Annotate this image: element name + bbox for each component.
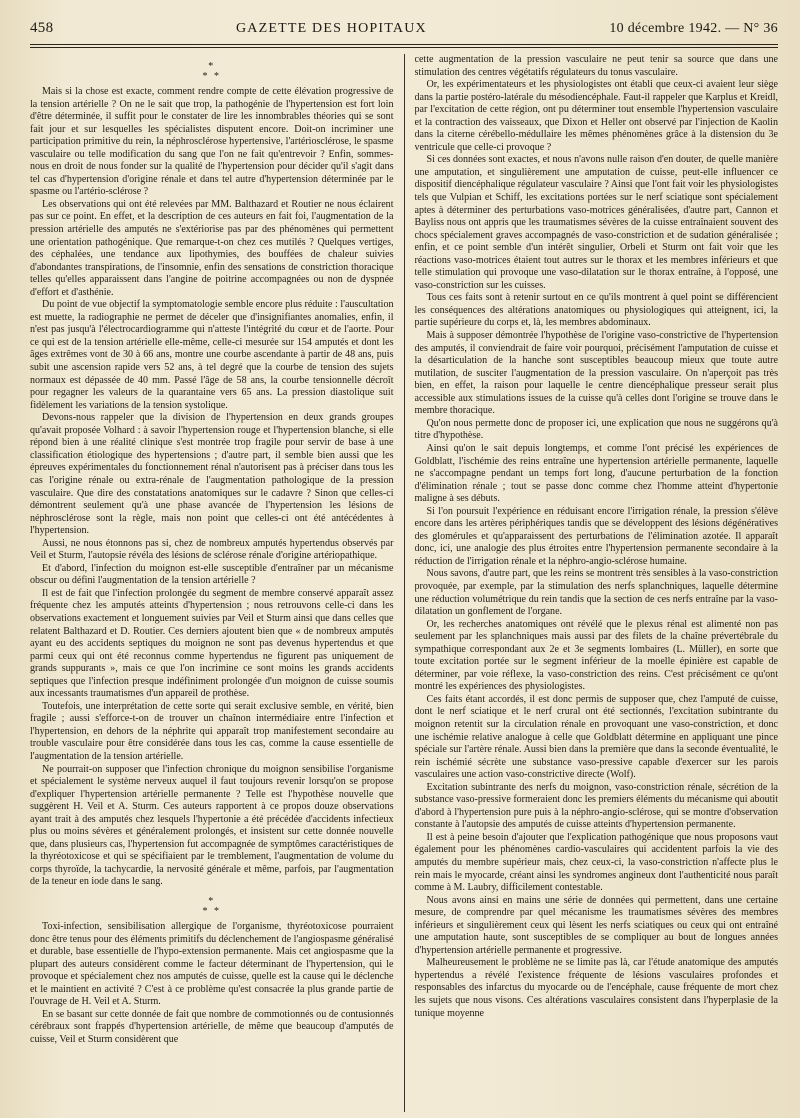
paragraph: Ainsi qu'on le sait depuis longtemps, et comme l'ont précisé les expériences de Goldblatt, l'ischémie des reins entraîne une hypertension artérielle permanente, laquelle ne s'accompagne pendant un temps fort long, d'aucune perturbation de la fonction d'élimination rénale ; tout se passe donc comme chez l'homme atteint d'hypertonie maligne à ses débuts.	[414, 442, 778, 505]
right-column	[415, 54, 779, 1112]
page-header	[30, 20, 778, 42]
paragraph: Excitation subintrante des nerfs du moignon, vaso-constriction rénale, sécrétion de la substance vaso-pressive formeraient donc les premiers éléments du mécanisme qui aboutit d'abord à l'hypertension pure puis à la néphro-angio-sclérose, qui se montre d'observation constante à l'autopsie des amputés de cuisse atteints d'hypertension permanente.	[414, 781, 778, 831]
paragraph: Qu'on nous permette donc de proposer ici, une explication que nous ne suggérons qu'à titre d'hypothèse.	[414, 417, 778, 442]
paragraph: Si l'on poursuit l'expérience en réduisant encore l'irrigation rénale, la pression s'élève encore dans les artères périphériques tandis que se développent des lésions dégénératives des glomérules et qu'apparaissent des perturbations de l'élimination azotée. Il apparaît donc, ici, une analogie des plus étroites entre l'hypertension permanente secondaire à la réduction de l'irrigation rénale et la néphro-angio-sclérose humaine.	[414, 505, 778, 567]
page-number: 458	[30, 20, 54, 36]
section-separator: * * *	[202, 896, 221, 917]
paragraph: Nous savons, d'autre part, que les reins se montrent très sensibles à la vaso-constriction provoquée, par exemple, par la stimulation des nerfs splanchniques, laquelle détermine une réduction volumétrique du rein tandis que la section de ces nerfs entraîne par la vaso-dilatation un gonflement de l'organe.	[414, 568, 778, 618]
paragraph: Les observations qui ont été relevées par MM. Balthazard et Routier ne nous éclairent pas sur ce point. En effet, et la description de ces auteurs en fait foi, l'augmentation de la pression artérielle des amputés ne s'extériorise pas par des phénomènes qui permettent une orientation pathogénique. Que remarque-t-on chez ces mutilés ? Quelques vertiges, des céphalées, une tendance aux lipothymies, des bouffées de chaleur suivies d'abondantes transpirations, de l'insomnie, enfin des sensations de constriction thoracique telles qu'elles apparaissent dans l'angine de poitrine accompagnées ou non de dyspnée d'effort et d'asthénie.	[30, 198, 394, 298]
paragraph: Et d'abord, l'infection du moignon est-elle susceptible d'entraîner par un mécanisme obscur ou défini l'augmentation de la tension artérielle ?	[30, 562, 394, 587]
paragraph: Toutefois, une interprétation de cette sorte qui serait exclusive semble, en vérité, bien fragile ; aussi s'efforce-t-on de trouver un chaînon intermédiaire entre l'infection et l'hypertension, en dehors de la néphrite qui apparaît trop manifestement secondaire au trouble vasculaire pour être considérée dans tous les cas, comme la cause essentielle de l'augmentation de la tension artérielle.	[30, 700, 394, 762]
paragraph: Mais à supposer démontrée l'hypothèse de l'origine vaso-constrictive de l'hypertension des amputés, il conviendrait de faire voir pourquoi, précisément l'amputation de cuisse et la désarticulation de la hanche sont susceptibles beaucoup mieux que toute autre mutilation, de susciter l'augmentation de la pression vasculaire. On n'aperçoit pas très bien, en effet, la raison pour laquelle le centre diencéphalique presseur serait plus accessible aux stimulations issues de la cuisse qu'à celles dont l'origine se trouve dans le membre thoracique.	[414, 330, 778, 417]
paragraph: Il est de fait que l'infection prolongée du segment de membre conservé apparaît assez fréquente chez les amputés atteints d'hypertension ; nous retrouvons celle-ci dans les observations exactement et longuement suivies par Veil et Sturm ainsi que dans celles que relatent Balthazard et D. Routier. Ces derniers ajoutent bien que « de nombreux amputés ayant eu des accidents septiques du moignon ne sont pas devenus hypertendus et que parmi ceux qui ont été reconnus comme hypertendus ne figurent pas uniquement de grands suppurants », mais ce que l'on incrimine ce sont moins les grands accidents septiques que l'infection presque indéfiniment prolongée d'un moignon de cuisse soumis aux incessants traumatismes d'un appareil de prothèse.	[30, 587, 394, 700]
paragraph: Malheureusement le problème ne se limite pas là, car l'étude anatomique des amputés hypertendus a révélé l'existence fréquente de lésions vasculaires profondes et responsables des infarctus du myocarde ou de l'encéphale, cause fréquente de mort chez les sujets que nous visons. Ces altérations vasculaires consistent dans l'hyperplasie de la tunique moyenne	[414, 957, 778, 1019]
paragraph: Du point de vue objectif la symptomatologie semble encore plus réduite : l'auscultation est muette, la radiographie ne permet de déceler que d'insignifiantes anomalies, enfin, il n'est pas jusqu'à l'électrocardiogramme qui n'atteste l'intégrité du cœur et de l'aorte. Pour ce qui est de la tension artérielle elle-même, celle-ci mesurée sur 154 amputés et dont les âges extrêmes vont de 30 à 66 ans, montre une courbe ascendante à partir de 48 ans, puis subit une ascension rapide vers 52 ans, à tel degré que la courbe de tension des sujets normaux est dépassée de 40 mm. Passé l'âge de 58 ans, la courbe tensionnelle décroît pour regagner les valeurs de la quarantaine vers 65 ans. La pression diastolique suit fidèlement les variations de la tension systolique.	[30, 299, 394, 411]
article-columns	[30, 54, 778, 1112]
paragraph: Toxi-infection, sensibilisation allergique de l'organisme, thyréotoxicose pourraient donc être tenus pour des éléments primitifs du déclenchement de l'angiospasme généralisé et durable, base essentielle de l'hypo-extension permanente. Mais cet angiospasme que la plupart des auteurs considèrent comme le facteur déterminant de l'hypertension, qui le provoque et spécialement chez nos amputés de cuisse, quelle est la cause qui le déclenche et le maintient en activité ? C'est à ce problème qu'est consacrée la plus grande partie de l'ouvrage de H. Veil et A. Sturm.	[30, 921, 394, 1008]
left-column	[30, 54, 394, 1112]
column-divider	[404, 54, 405, 1112]
section-separator: * * *	[202, 61, 221, 82]
paragraph: Nous avons ainsi en mains une série de données qui permettent, dans une certaine mesure, de comprendre par quel mécanisme les traumatismes sévères des membres inférieurs et singulièrement ceux qui lèsent les nerfs sciatiques ou ceux qui ont entraîné une amputation haute, sont susceptibles de se compliquer au bout de longues années d'hypertension artérielle permanente et progressive.	[414, 894, 778, 956]
paragraph: En se basant sur cette donnée de fait que nombre de commotionnés ou de contusionnés cérébraux sont frappés d'hypertension artérielle, de même que beaucoup d'amputés de cuisse, Veil et Sturm considèrent que	[30, 1008, 394, 1045]
paragraph: Devons-nous rappeler que la division de l'hypertension en deux grands groupes qu'avait proposée Volhard : à savoir l'hypertension rouge et l'hypertension blanche, si elle répond bien à une réalité clinique s'est montrée trop fragile pour servir de base à une classification étiologique des hypertensions ; d'autre part, il semble bien aussi que les épreuves expérimentales du fonctionnement rénal n'autorisent pas à préciser dans tous les cas l'origine rénale ou extra-rénale de l'augmentation pathologique de la pression vasculaire. Que dire des constatations anatomiques sur le cadavre ? Sinon que celles-ci démontrent seulement qu'à une phase avancée de l'hypertension les lésions de néphrosclérose sont la règle, mais non point que celles-ci ont été antécédentes à l'hypertension.	[30, 412, 394, 537]
paragraph: cette augmentation de la pression vasculaire ne peut tenir sa source que dans une stimulation des centres végétatifs régulateurs du tonus vasculaire.	[414, 54, 778, 78]
header-rule-thin	[30, 47, 778, 48]
issue-date: 10 décembre 1942. — N° 36	[609, 21, 778, 36]
paragraph: Or, les expérimentateurs et les physiologistes ont établi que ceux-ci avaient leur siège dans la partie postéro-latérale du mésodiencéphale. Faut-il rappeler que Karplus et Kreidl, par l'excitation de cette région, ont pu déterminer tout ensemble l'hypertension vasculaire et la contraction des vaisseaux, que Dixon et Heller ont observé par l'injection de Kaolin dans la citerne cérébello-médullaire les mêmes phénomènes grâce à la distension du 3e ventricule que celle-ci provoque ?	[414, 79, 778, 153]
journal-title: GAZETTE DES HOPITAUX	[235, 21, 427, 36]
paragraph: Si ces données sont exactes, et nous n'avons nulle raison d'en douter, de quelle manière une amputation, et singulièrement une amputation de cuisse, peut-elle influencer ce dispositif diencéphalique régulateur vasculaire ? Ainsi que l'ont fait voir les physiologistes tels que Vulpian et Schiff, les excitations portées sur le nerf sciatique sont spécialement aptes à déterminer des perturbations vaso-motrices généralisées, d'autre part, Cannon et Bayliss nous ont appris que les traumatismes sévères de la cuisse entraînaient souvent des chocs spécialement graves accompagnés de vaso-constriction et de sudation généralisée ; enfin, et ce point semble d'un intérêt singulier, Orbeli et Sturm ont fait voir que les réactions vaso-motrices étaient tout autres sur le thorax et les membres inférieurs et que telle stimulation qui provoque une vaso-dilatation sur le thorax entraîne, à l'opposé, une vaso-constriction sur les cuisses.	[414, 154, 778, 291]
header-rule	[30, 44, 778, 45]
paragraph: Il est à peine besoin d'ajouter que l'explication pathogénique que nous proposons vaut également pour les phénomènes cardio-vasculaires qui accidentent parfois la vie des amputés du membre supérieur mais, chez ceux-ci, la vaso-constriction n'affecte plus le rein mais le myocarde, créant ainsi les syndromes angineux dont l'authenticité nous paraît comme à M. Laubry, difficilement contestable.	[414, 831, 778, 894]
paragraph: Tous ces faits sont à retenir surtout en ce qu'ils montrent à quel point se différencient les conséquences des altérations anatomiques ou physiologiques qui atteignent, ici, la partie supérieure du corps et, là, les membres abdominaux.	[414, 292, 778, 329]
paragraph: Mais si la chose est exacte, comment rendre compte de cette élévation progressive de la tension artérielle ? On ne le sait que trop, la pathogénie de l'hypertension est fort loin d'être déterminée, il suffit pour le constater de lire les innombrables théories qui se sont fait jour et sur lesquelles les spécialistes disputent encore. Doit-on incriminer une participation primitive du rein, la néphrosclérose hypertensive, l'artériosclérose, le spasme vasculaire ou telle modification du sang que l'on ne fait qu'entrevoir ? Enfin, sommes-nous en droit de nous fonder sur la qualité de l'hypertension pour décider qu'il s'agit dans tel cas d'hypertension d'origine rénale et dans tel autre d'hypertension déterminée par le spasme ou l'artério-sclérose ?	[30, 86, 394, 198]
paragraph: Or, les recherches anatomiques ont révélé que le plexus rénal est alimenté non pas seulement par les splanchniques mais aussi par des filets de la chaîne prévertébrale du sympathique correspondant aux 2e et 3e segments lombaires (L. Müller), en sorte que toute excitation portée sur le segment inférieur de la moelle épinière est capable de déterminer, par voie réflexe, la vaso-constriction des reins. C'est précisément ce qu'ont montré les expériences des physiologistes.	[414, 618, 778, 693]
paragraph: Aussi, ne nous étonnons pas si, chez de nombreux amputés hypertendus observés par Veil et Sturm, l'autopsie révéla des lésions de sclérose rénale d'origine artériopathique.	[30, 537, 394, 562]
paragraph: Ces faits étant accordés, il est donc permis de supposer que, chez l'amputé de cuisse, dont le nerf sciatique et le nerf crural ont été sectionnés, l'excitation subintrante du moignon retentit sur la circulation rénale en provoquant une vaso-constriction, et donc une ischémie relative analogue à celle que Goldblatt détermine en appliquant une pince spéciale sur l'artère rénale. Aussi bien dans la première que dans la seconde éventualité, le rein ischémié sécrète une substance vaso-pressive capable d'exercer sur les parois vasculaires une action vaso-constrictive directe (Wolf).	[414, 693, 778, 781]
paragraph: Ne pourrait-on supposer que l'infection chronique du moignon sensibilise l'organisme et spécialement le système nerveux auquel il faut toujours revenir lorsqu'on se propose d'expliquer l'hypertension artérielle permanente ? Telle est l'hypothèse nouvelle que suggèrent H. Veil et A. Sturm. Ces auteurs rapportent à ce propos douze observations ayant trait à des amputés chez lesquels l'hypertonie a été précédée d'accidents infectieux plus ou moins sévères et généralement prolongés, et insistent sur cette donnée nouvelle que, dans plusieurs cas, l'hypertension fut accompagnée de symptômes caractéristiques de la thyréotoxicose et qui se spécifiaient par le tremblement, l'augmentation de volume du corps thyroïde, la tachycardie, la nervosité générale et même, parfois, par l'augmentation de la teneur en iode dans le sang.	[30, 763, 394, 888]
